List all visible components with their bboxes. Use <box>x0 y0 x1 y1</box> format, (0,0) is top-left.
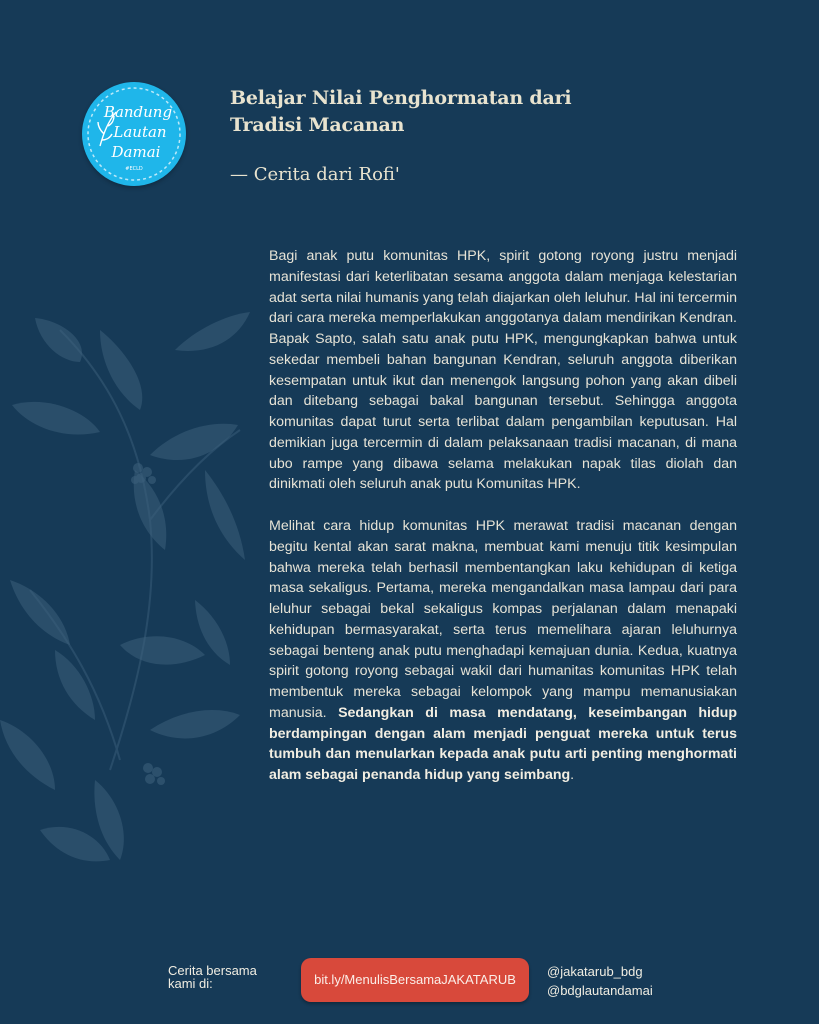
title-line-2: Tradisi Macanan <box>230 114 405 136</box>
article-body <box>269 246 737 786</box>
footer-label-line-1: Cerita bersama <box>168 963 257 978</box>
social-handle-jakatarub[interactable]: @jakatarub_bdg <box>547 964 643 979</box>
paragraph-2-emphasis: Sedangkan di masa mendatang, keseimbangan hidup berdampingan dengan alam menjadi penguat mereka untuk terus tumbuh dan menularkan kepada anak putu arti penting menghormati alam sebagai penanda hidup yang seimbang <box>269 704 737 783</box>
social-handle-bdglautandamai[interactable]: @bdglautandamai <box>547 983 653 998</box>
social-handles <box>547 962 653 1000</box>
title-line-1: Belajar Nilai Penghormatan dari <box>230 87 572 109</box>
paragraph-2-text: Melihat cara hidup komunitas HPK merawat tradisi macanan dengan begitu kental akan sarat makna, membuat kami menuju titik kesimpulan bahwa mereka telah berhasil membentangkan laku kehidupan di ketiga masa sekaligus. Pertama, mereka mengandalkan masa lampau dari para leluhur sebagai bekal sekaligus kompas perjalanan dalam menapaki kehidupan bermasyarakat, serta terus memelihara ajaran leluhurnya sebagai benteng anak putu menghadapi kemajuan dunia. Kedua, kuatnya spirit gotong royong sebagai wakil dari humanitas komunitas HPK telah membentuk mereka sebagai kelompok yang mampu memanusiakan manusia. <box>269 518 737 721</box>
svg-text:Lautan: Lautan <box>113 123 167 141</box>
footer-label-line-2: kami di: <box>168 976 213 991</box>
svg-text:Bandung: Bandung <box>103 103 173 121</box>
paragraph-2 <box>269 516 737 786</box>
author-byline: — Cerita dari Rofi' <box>230 164 400 185</box>
svg-text:Damai: Damai <box>111 143 161 161</box>
bandung-lautan-damai-logo <box>82 82 186 186</box>
logo-mark-icon <box>82 82 186 186</box>
paragraph-2-end: . <box>570 767 575 783</box>
paragraph-1: Bagi anak putu komunitas HPK, spirit gotong royong justru menjadi manifestasi dari keterlibatan sesama anggota dalam menjaga kelestarian adat serta nilai humanis yang telah diajarkan oleh leluhur. Hal ini tercermin dari cara mereka memperlakukan anggotanya dalam mendirikan Kendran. Bapak Sapto, salah satu anak putu HPK, mengungkapkan bahwa untuk sekedar membeli bahan bangunan Kendran, seluruh anggota diberikan kesempatan untuk ikut dan menengok langsung pohon yang akan dibeli dan ditebang sebagai bakal bangunan tersebut. Sehingga anggota komunitas dapat turut serta terlibat dalam pengambilan keputusan. Hal demikian juga tercermin di dalam pelaksanaan tradisi macanan, di mana ubo rampe yang dibawa selama melakukan napak tilas diolah dan dinikmati oleh seluruh anak putu Komunitas HPK. <box>269 248 737 493</box>
svg-text:#ECLD: #ECLD <box>125 166 143 172</box>
footer-label <box>168 964 278 990</box>
submission-link-button[interactable]: bit.ly/MenulisBersamaJAKATARUB <box>301 958 529 1002</box>
article-title <box>230 85 590 139</box>
